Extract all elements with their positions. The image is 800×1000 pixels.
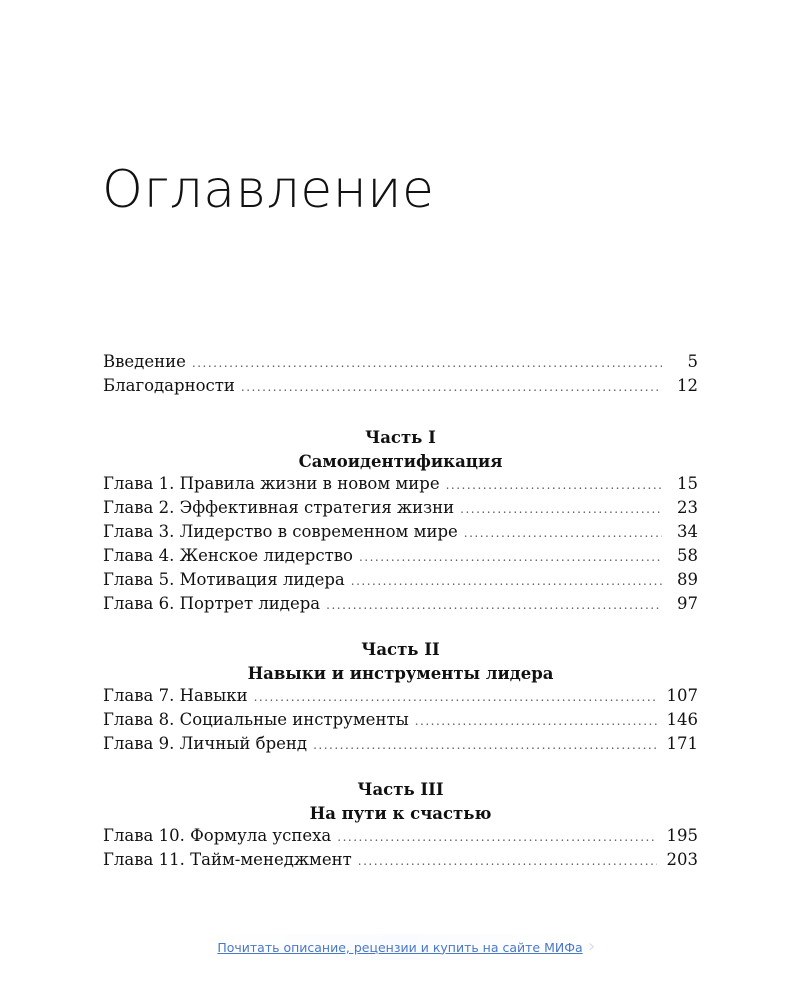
table-of-contents <box>103 352 698 874</box>
toc-entry-label: Глава 6. Портрет лидера <box>103 594 321 613</box>
dot-leader <box>241 380 662 394</box>
part-title: Навыки и инструменты лидера <box>247 664 554 683</box>
toc-entry-page: 23 <box>677 498 698 517</box>
toc-entry-page: 97 <box>677 594 698 613</box>
toc-entry-acknowledgements[interactable] <box>103 376 698 400</box>
toc-entry-label: Глава 10. Формула успеха <box>103 826 332 845</box>
purchase-link[interactable] <box>204 934 596 960</box>
part-heading: Часть I <box>365 428 436 447</box>
toc-entry-page: 12 <box>677 376 698 395</box>
toc-entry-page: 89 <box>677 570 698 589</box>
part-title: Самоидентификация <box>298 452 503 471</box>
toc-entry-intro[interactable] <box>103 352 698 376</box>
toc-entry-page: 34 <box>677 522 698 541</box>
toc-entry-chapter[interactable] <box>103 594 698 618</box>
toc-entry-label: Благодарности <box>103 376 235 395</box>
toc-entry-page: 58 <box>677 546 698 565</box>
dot-leader <box>358 854 657 868</box>
purchase-link-label: Почитать описание, рецензии и купить на сайте МИФа <box>217 939 583 955</box>
toc-entry-label: Глава 7. Навыки <box>103 686 248 705</box>
toc-entry-label: Глава 8. Социальные инструменты <box>103 710 409 729</box>
toc-entry-chapter[interactable] <box>103 570 698 594</box>
dot-leader <box>446 478 662 492</box>
dot-leader <box>254 690 657 704</box>
toc-entry-label: Глава 2. Эффективная стратегия жизни <box>103 498 455 517</box>
dot-leader <box>460 502 662 516</box>
toc-entry-page: 195 <box>666 826 698 845</box>
toc-entry-chapter[interactable] <box>103 826 698 850</box>
toc-entry-label: Глава 5. Мотивация лидера <box>103 570 345 589</box>
toc-entry-label: Глава 11. Тайм-менеджмент <box>103 850 352 869</box>
part-heading: Часть II <box>361 640 440 659</box>
toc-entry-label: Глава 4. Женское лидерство <box>103 546 353 565</box>
toc-entry-page: 15 <box>677 474 698 493</box>
toc-entry-label: Глава 3. Лидерство в современном мире <box>103 522 458 541</box>
toc-entry-label: Введение <box>103 352 186 371</box>
toc-entry-chapter[interactable] <box>103 710 698 734</box>
toc-entry-page: 171 <box>666 734 698 753</box>
toc-entry-page: 203 <box>666 850 698 869</box>
toc-entry-chapter[interactable] <box>103 734 698 758</box>
toc-entry-label: Глава 1. Правила жизни в новом мире <box>103 474 440 493</box>
part-title: На пути к счастью <box>309 804 492 823</box>
dot-leader <box>313 738 656 752</box>
dot-leader <box>192 356 662 370</box>
toc-entry-page: 107 <box>666 686 698 705</box>
page-title: Оглавление <box>102 160 435 220</box>
dot-leader <box>415 714 657 728</box>
toc-entry-chapter[interactable] <box>103 686 698 710</box>
chevron-right-icon: › <box>588 936 596 957</box>
dot-leader <box>359 550 662 564</box>
toc-entry-chapter[interactable] <box>103 498 698 522</box>
dot-leader <box>351 574 662 588</box>
dot-leader <box>326 598 662 612</box>
toc-entry-chapter[interactable] <box>103 546 698 570</box>
toc-entry-chapter[interactable] <box>103 474 698 498</box>
dot-leader <box>464 526 662 540</box>
toc-entry-label: Глава 9. Личный бренд <box>103 734 308 753</box>
dot-leader <box>337 830 656 844</box>
toc-entry-page: 146 <box>666 710 698 729</box>
toc-entry-chapter[interactable] <box>103 850 698 874</box>
toc-entry-chapter[interactable] <box>103 522 698 546</box>
part-heading: Часть III <box>357 780 444 799</box>
toc-entry-page: 5 <box>687 352 698 371</box>
